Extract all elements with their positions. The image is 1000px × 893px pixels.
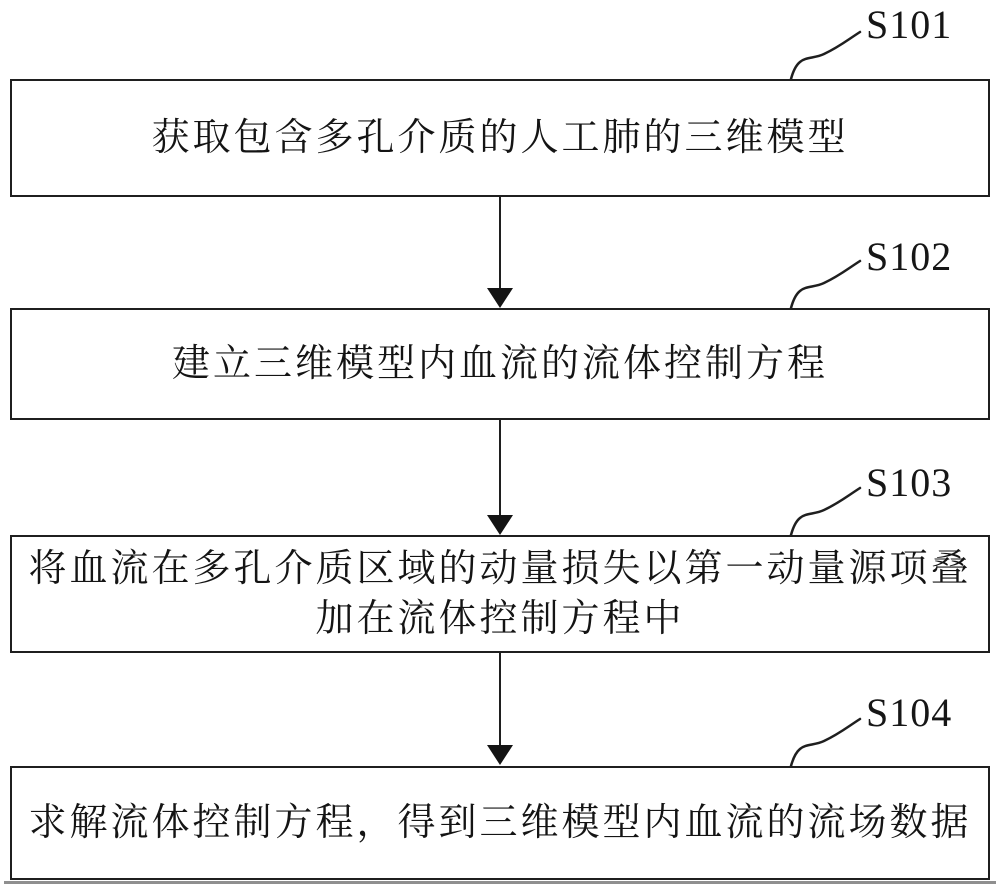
- arrow-line-s102-s103: [499, 420, 501, 517]
- arrow-line-s101-s102: [499, 197, 501, 290]
- arrow-down-icon: [487, 515, 513, 535]
- flow-box-s102-text: 建立三维模型内血流的流体控制方程: [171, 343, 828, 385]
- step-label-s104: S104: [866, 690, 953, 735]
- flow-box-s103-text: 将血流在多孔介质区域的动量损失以第一动量源项叠加在流体控制方程中: [28, 548, 972, 640]
- leader-line-s101-icon: [784, 28, 872, 82]
- flow-box-s102: [10, 308, 990, 420]
- arrow-down-icon: [487, 288, 513, 308]
- flow-box-s101: [10, 79, 990, 197]
- arrow-line-s103-s104: [499, 653, 501, 747]
- step-label-s102: S102: [866, 234, 953, 279]
- leader-line-s104-icon: [784, 715, 872, 769]
- arrow-down-icon: [487, 745, 513, 765]
- scan-artifact-line: [4, 881, 996, 884]
- leader-line-s102-icon: [784, 257, 872, 311]
- leader-line-s103-icon: [784, 484, 872, 538]
- step-label-s101: S101: [866, 2, 953, 47]
- flow-box-s101-text: 获取包含多孔介质的人工肺的三维模型: [151, 117, 849, 159]
- flow-box-s104: [10, 766, 990, 880]
- flow-box-s103: [10, 535, 990, 653]
- flow-box-s104-text: 求解流体控制方程，得到三维模型内血流的流场数据: [28, 802, 972, 844]
- step-label-s103: S103: [866, 460, 953, 505]
